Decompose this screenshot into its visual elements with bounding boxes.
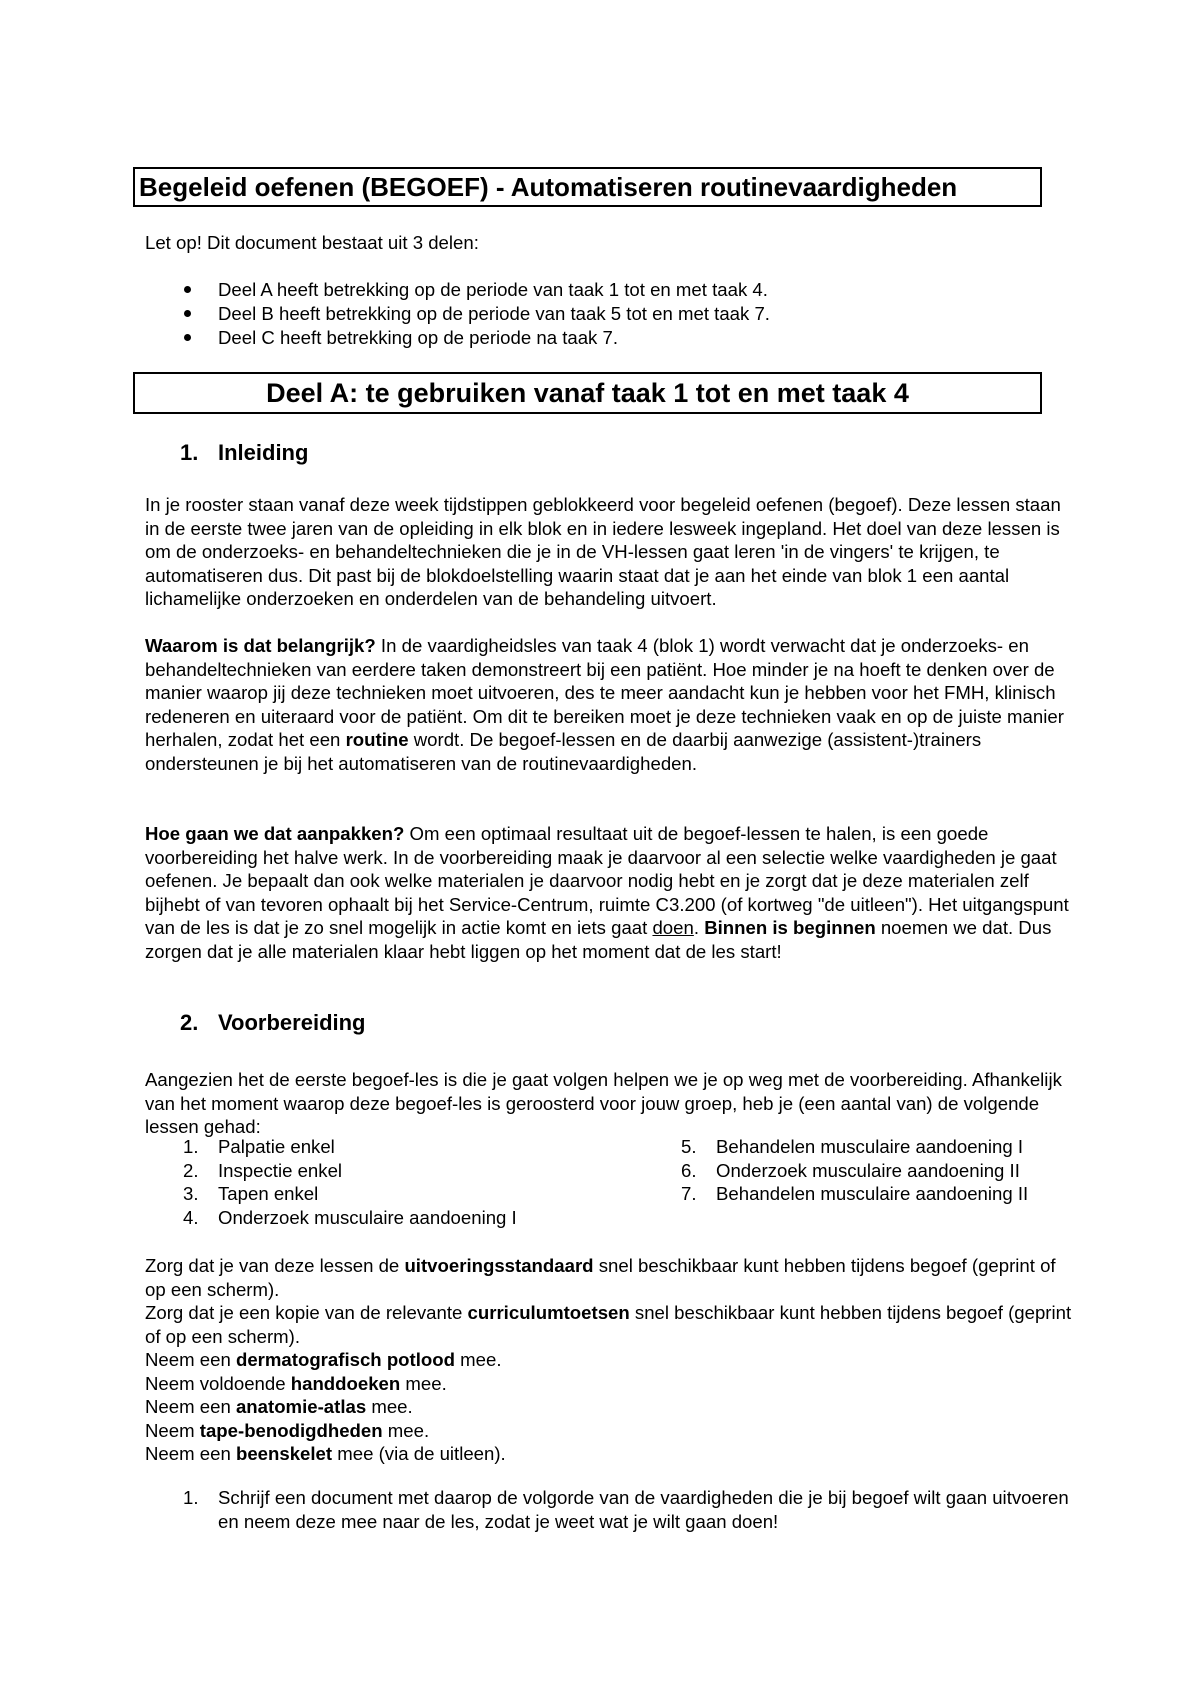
list-item: 2. Inspectie enkel — [183, 1159, 343, 1181]
list-item: 1. Schrijf een document met daarop de volgorde van de vaardigheden die je bij begoef wilt gaan uitvoeren en neem deze mee naar de les, zodat je weet wat je wilt gaan doen! — [183, 1487, 1069, 1532]
inleiding-paragraph-3: Hoe gaan we dat aanpakken? Om een optimaal resultaat uit de begoef-lessen te halen, is een goede voorbereiding het halve werk. In de voorbereiding maak je daarvoor al een selectie welke vaardigheden je gaat oefenen. Je bepaalt dan ook welke materialen je daarvoor nodig hebt en je zorgt dat je deze materialen zelf bijhebt of van tevoren ophaalt bij het Service-Centrum, ruimte C3.200 (of kortweg "de uitleen"). Het uitgangspunt van de les is dat je zo snel mogelijk in actie komt en iets gaat doen. Binnen is beginnen noemen we dat. Dus zorgen dat je alle materialen klaar hebt liggen op het moment dat de les start! — [145, 823, 1069, 962]
section-number: 1. — [180, 440, 199, 465]
section-title: Inleiding — [218, 440, 309, 465]
list-item: 5. Behandelen musculaire aandoening I — [681, 1136, 1024, 1157]
list-item: Deel A heeft betrekking op de periode van taak 1 tot en met taak 4. — [145, 278, 770, 302]
list-item: 6. Onderzoek musculaire aandoening II — [681, 1159, 1020, 1181]
instruction-line: Neem een dermatografisch potlood mee. — [145, 1349, 502, 1370]
list-item: Deel C heeft betrekking op de periode na taak 7. — [145, 326, 770, 350]
section-heading-voorbereiding — [180, 1010, 366, 1036]
deel-a-title: Deel A: te gebruiken vanaf taak 1 tot en met taak 4 — [133, 372, 1042, 414]
instruction-line: Neem tape-benodigdheden mee. — [145, 1419, 430, 1441]
document-title: Begeleid oefenen (BEGOEF) - Automatiseren routinevaardigheden — [133, 167, 1042, 207]
materials-instructions — [145, 1254, 1075, 1466]
list-item: 3. Tapen enkel — [183, 1183, 319, 1204]
bullet-icon — [184, 286, 191, 293]
section-number: 2. — [180, 1010, 199, 1035]
instruction-line: Neem een anatomie-atlas mee. — [145, 1396, 413, 1417]
steps-list — [145, 1486, 1075, 1533]
instruction-line: Zorg dat je van deze lessen de uitvoeringsstandaard snel beschikbaar kunt hebben tijdens begoef (geprint of op een scherm). — [145, 1255, 1056, 1300]
lessons-list-right — [643, 1135, 1093, 1206]
section-title: Voorbereiding — [218, 1010, 366, 1035]
instruction-line: Neem een beenskelet mee (via de uitleen). — [145, 1443, 506, 1464]
inleiding-paragraph-2: Waarom is dat belangrijk? In de vaardigheidsles van taak 4 (blok 1) wordt verwacht dat je onderzoeks- en behandeltechnieken van eerdere taken demonstreert bij een patiënt. Hoe minder je na hoeft te denken over de manier waarop jij deze technieken moet uitvoeren, des te meer aandacht kun je hebben voor het FMH, klinisch redeneren en uiteraard voor de patiënt. Om dit te bereiken moet je deze technieken vaak en op de juiste manier herhalen, zodat het een routine wordt. De begoef-lessen en de daarbij aanwezige (assistent-)trainers ondersteunen je bij het automatiseren van de routinevaardigheden. — [145, 635, 1064, 774]
bullet-icon — [184, 310, 191, 317]
lessons-list-left — [145, 1135, 625, 1229]
inleiding-paragraph-1: In je rooster staan vanaf deze week tijdstippen geblokkeerd voor begeleid oefenen (begoef). Deze lessen staan in de eerste twee jaren van de opleiding in elk blok en in iedere lesweek ingepland. Het doel van deze lessen is om de onderzoeks- en behandeltechnieken die je in de VH-lessen gaat leren 'in de vingers' te krijgen, te automatiseren dus. Dit past bij de blokdoelstelling waarin staat dat je aan het einde van blok 1 een aantal lichamelijke onderzoeken en onderdelen van de behandeling uitvoert. — [145, 494, 1061, 609]
intro-text: Let op! Dit document bestaat uit 3 delen: — [145, 232, 479, 253]
list-item: 4. Onderzoek musculaire aandoening I — [183, 1206, 517, 1228]
instruction-line: Neem voldoende handdoeken mee. — [145, 1372, 447, 1394]
section-heading-inleiding — [180, 440, 308, 466]
parts-list — [145, 278, 770, 350]
list-item: Deel B heeft betrekking op de periode van taak 5 tot en met taak 7. — [145, 302, 770, 326]
instruction-line: Zorg dat je een kopie van de relevante curriculumtoetsen snel beschikbaar kunt hebben tijdens begoef (geprint of op een scherm). — [145, 1302, 1072, 1347]
voorbereiding-paragraph: Aangezien het de eerste begoef-les is die je gaat volgen helpen we je op weg met de voorbereiding. Afhankelijk van het moment waarop deze begoef-les is geroosterd voor jouw groep, heb je (een aantal van) de volgende lessen gehad: — [145, 1069, 1062, 1137]
bullet-icon — [184, 334, 191, 341]
list-item: 1. Palpatie enkel — [183, 1136, 335, 1157]
list-item: 7. Behandelen musculaire aandoening II — [681, 1183, 1029, 1204]
